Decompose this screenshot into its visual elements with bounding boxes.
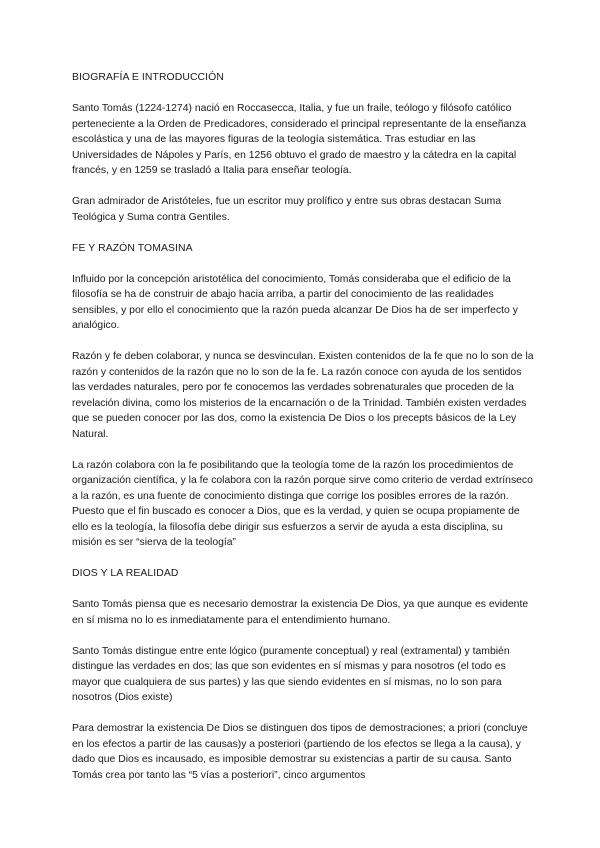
paragraph: Gran admirador de Aristóteles, fue un escritor muy prolífico y entre sus obras destacan Suma Teológica y Suma contra Gentiles. — [72, 196, 502, 223]
paragraph: Puesto que el fin buscado es conocer a Dios, que es la verdad, y quien se ocupa propiamente de ello es la teología, la filosofía debe dirigir sus esfuerzos a servir de ayuda a esta disciplina, su misión es ser “sierva de la teología” — [72, 506, 520, 548]
paragraph: Santo Tomás distingue entre ente lógico (puramente conceptual) y real (extramental) y también distingue las verdades en dos; las que son evidentes en sí mismas y para nosotros (el todo es mayor que cualquiera de sus partes) y las que siendo evidentes en sí mismas, no lo son para nosotros (Dios existe) — [72, 645, 510, 703]
section-heading-fe-y-razon: FE Y RAZÓN TOMASINA — [72, 242, 193, 254]
section-heading-dios-y-realidad: DIOS Y LA REALIDAD — [72, 568, 179, 579]
document-body — [72, 70, 534, 799]
paragraph: Santo Tomás (1224-1274) nació en Roccasecca, Italia, y fue un fraile, teólogo y filósofo católico perteneciente a la Orden de Predicadores, considerado el principal representante de la enseñanza escolástica y una de las mayores figuras de la teología sistemática. Tras estudiar en las Universidades de Nápoles y París, en 1256 obtuvo el grado de maestro y la cátedra en la capital francés, y en 1259 se trasladó a Italia para enseñar teología. — [72, 103, 527, 176]
paragraph: Para demostrar la existencia De Dios se distinguen dos tipos de demostraciones; a priori (concluye en los efectos a partir de las causas)y a posteriori (partiendo de los efectos se llega a la causa), y dado que Dios es incausado, es imposible demostrar su existencias a partir de su causa. Santo Tomás crea por tanto las “5 vías a posteriori”, cinco argumentos — [72, 723, 528, 781]
paragraph: Razón y fe deben colaborar, y nunca se desvinculan. Existen contenidos de la fe que no lo son de la razón y contenidos de la razón que no lo son de la fe. La razón conoce con ayuda de los sentidos las verdades naturales, pero por fe conocemos las verdades sobrenaturales que proceden de la revelación divina, como los misterios de la encarnación o de la Trinidad. También existen verdades que se pueden conocer por las dos, como la existencia De Dios o los precepts básicos de la Ley Natural. — [72, 351, 534, 440]
paragraph: Santo Tomás piensa que es necesario demostrar la existencia De Dios, ya que aunque es evidente en sí misma no lo es inmediatamente para el entendimiento humano. — [72, 599, 529, 626]
paragraph: La razón colabora con la fe posibilitando que la teología tome de la razón los procedimientos de organización científica, y la fe colabora con la razón porque sirve como criterio de verdad extrínseco a la razón, es una fuente de conocimiento distinga que corrige los posibles errores de la razón. — [72, 459, 533, 502]
paragraph: Influido por la concepción aristotélica del conocimiento, Tomás consideraba que el edificio de la filosofía se ha de construir de abajo hacia arriba, a partir del conocimiento de las realidades sensibles, y por ello el conocimiento que la razón pueda alcanzar De Dios ha de ser imperfecto y analógico. — [72, 273, 518, 331]
section-heading-biografia: BIOGRAFÍA E INTRODUCCIÓN — [72, 72, 224, 83]
